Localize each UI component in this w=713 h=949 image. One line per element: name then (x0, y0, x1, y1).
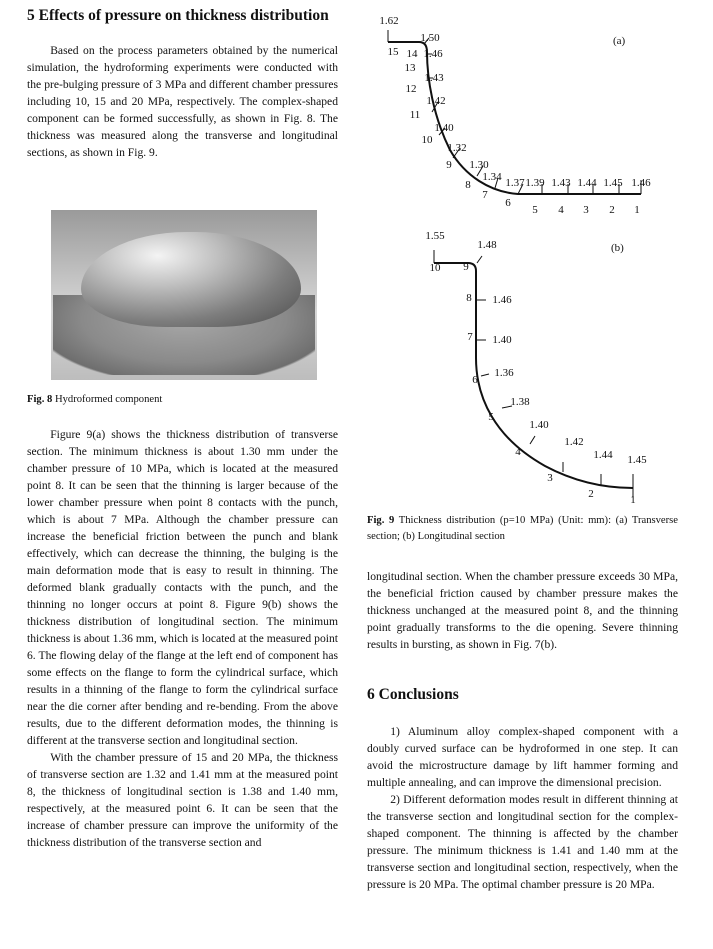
fig9b-thickness-value: 1.38 (510, 396, 530, 408)
fig9b-point-label: 2 (588, 488, 594, 500)
fig9b-point-label: 9 (463, 261, 469, 273)
fig9a-thickness-value: 1.37 (505, 177, 525, 189)
fig9a-point-label: 14 (406, 48, 418, 60)
fig9a-point-label: 2 (609, 204, 615, 216)
fig9b-thickness-value: 1.40 (529, 419, 549, 431)
fig9a-thickness-value: 1.43 (424, 72, 444, 84)
fig9b-thickness-value: 1.36 (494, 367, 514, 379)
fig9a-thickness-value: 1.39 (525, 177, 545, 189)
fig9b-thickness-value: 1.55 (425, 230, 445, 242)
fig9b-thickness-value: 1.48 (477, 239, 497, 251)
fig9a-thickness-value: 1.62 (379, 15, 399, 27)
fig9a-point-label: 9 (446, 159, 452, 171)
fig9b-point-label: 3 (547, 472, 553, 484)
fig9a-point-label: 5 (532, 204, 538, 216)
fig9a-thickness-value: 1.44 (577, 177, 597, 189)
section5-paragraph-2: Figure 9(a) shows the thickness distribution of transverse section. The minimum thickness is about 1.30 mm under the chamber pressure of 10 MPa, which is located at the measured point 8. It can be seen that the thinning is larger because of the lower chamber pressure when point 8 contacts with the punch, which is about 7 MPa. Although the chamber pressure can increase the beneficial friction between the punch and blank effectively, which can decrease the thinning, the bulging is the main deformation mode that is easy to result in thinning. The deformed blank gradually contacts with the punch, and the thinning no longer occurs at point 8. Figure 9(b) shows the thickness distribution of longitudinal section. The minimum thickness is about 1.36 mm, which is located at the measured point 6. The flowing delay of the flange at the left end of component has some effects on the flange to form the cylindrical surface, which results in a thinning of the flange to form the cylindrical surface near the die corner after bending and re-bending. From the above results, due to the different deformation modes, the thinning is different at the transverse section and longitudinal section. With the chamber pressure of 15 and 20 MPa, the thickness of transverse section are 1.32 and 1.41 mm at the measured point 8, the thickness of longitudinal section is 1.38 and 1.40 mm, respectively, at the measured point 6. It can be seen that the increase of chamber pressure can improve the uniformity of the thickness distribution of the transverse section and (27, 428, 338, 849)
fig9a-thickness-value: 1.34 (482, 171, 502, 183)
fig9b-point-label: 10 (429, 262, 441, 274)
fig9b-point-label: 1 (630, 494, 636, 506)
fig9a-thickness-value: 1.46 (631, 177, 651, 189)
hydroformed-component-photo (51, 210, 317, 380)
fig9a-point-label: 15 (387, 46, 399, 58)
fig9a-thickness-value: 1.32 (447, 142, 467, 154)
fig9b-thickness-value: 1.44 (593, 449, 613, 461)
fig9b-point-label: 7 (467, 331, 473, 343)
fig9a-point-label: 7 (482, 189, 488, 201)
fig9a-section-curve (388, 42, 641, 194)
fig9a-point-label: 13 (404, 62, 416, 74)
fig9b-tick (481, 374, 489, 376)
fig9b-thickness-value: 1.45 (627, 454, 647, 466)
fig9b-thickness-value: 1.40 (492, 334, 512, 346)
conclusion-item-2: 2) Different deformation modes result in different thinning at the transverse section and longitudinal section for the complex-shaped component. The thinning is affected by the chamber pressure. The minimum thickness is 1.41 and 1.40 mm at the transverse section and longitudinal section, respectively, when the pressure is 20 MPa. The optimal chamber pressure is 20 MPa. (367, 793, 678, 891)
fig9b-tag: (b) (611, 242, 624, 254)
fig9a-thickness-value: 1.43 (551, 177, 571, 189)
fig9b-thickness-value: 1.46 (492, 294, 512, 306)
fig9a-thickness-value: 1.45 (603, 177, 623, 189)
fig9a-point-label: 11 (409, 109, 421, 121)
fig9a-point-label: 10 (421, 134, 433, 146)
fig9a-thickness-value: 1.50 (420, 32, 440, 44)
fig9b-point-label: 8 (466, 292, 472, 304)
fig9-caption: Fig. 9 Thickness distribution (p=10 MPa) (Unit: mm): (a) Transverse section; (b) Longitudinal section (367, 515, 678, 542)
fig9b-point-label: 4 (515, 446, 521, 458)
fig9b-tick (530, 436, 535, 444)
fig9b-thickness-value: 1.42 (564, 436, 584, 448)
fig9b-point-label: 5 (488, 411, 494, 423)
fig9a-tag: (a) (613, 35, 626, 47)
section5-paragraph-1: Based on the process parameters obtained by the numerical simulation, the hydroforming experiments were conducted with the pre-bulging pressure of 3 MPa and different chamber pressures including 10, 15 and 20 MPa, respectively. The complex-shaped component can be formed successfully, as shown in Fig. 8. The thickness was measured along the transverse and longitudinal sections, as shown in Fig. 9. (27, 44, 338, 159)
fig9a-point-label: 8 (465, 179, 471, 191)
fig8-caption: Fig. 8 Hydroformed component (27, 394, 163, 405)
fig9b-point-label: 6 (472, 374, 478, 386)
fig9-diagram (365, 8, 665, 508)
section6-heading: 6 Conclusions (367, 686, 459, 703)
section6-conclusions (367, 723, 678, 893)
fig9a-thickness-value: 1.46 (423, 48, 443, 60)
fig9a-point-label: 6 (505, 197, 511, 209)
fig9a-thickness-value: 1.30 (469, 159, 489, 171)
fig9b-tick (477, 256, 482, 263)
fig9a-point-label: 4 (558, 204, 564, 216)
fig9a-thickness-value: 1.42 (426, 95, 446, 107)
section5-heading: 5 Effects of pressure on thickness distribution (27, 7, 329, 24)
section5-paragraph-3-continued: longitudinal section. When the chamber pressure exceeds 30 MPa, the beneficial friction caused by chamber pressure makes the thickness unchanged at the measured point 8, and the thinning point gradually transforms to the die opening. Severe thinning results in bursting, as shown in Fig. 7(b). (367, 570, 678, 651)
section5-paragraph-3: With the chamber pressure of 15 and 20 MPa, the thickness of transverse section are 1.32 and 1.41 mm at the measured point 8, the thickness of longitudinal section is 1.38 and 1.40 mm, respectively, at the measured point 6. It can be seen that the increase of chamber pressure can improve the uniformity of the thickness distribution of the transverse section and (27, 751, 338, 849)
conclusion-item-1: 1) Aluminum alloy complex-shaped component with a doubly curved surface can be hydroformed in one step. It can avoid the microstructure damage by lift hammer forming and multiple annealing, and can improve the dimensional precision. (367, 725, 678, 789)
fig9a-point-label: 12 (405, 83, 417, 95)
fig9a-point-label: 3 (583, 204, 589, 216)
fig9a-thickness-value: 1.40 (434, 122, 454, 134)
fig9a-point-label: 1 (634, 204, 640, 216)
